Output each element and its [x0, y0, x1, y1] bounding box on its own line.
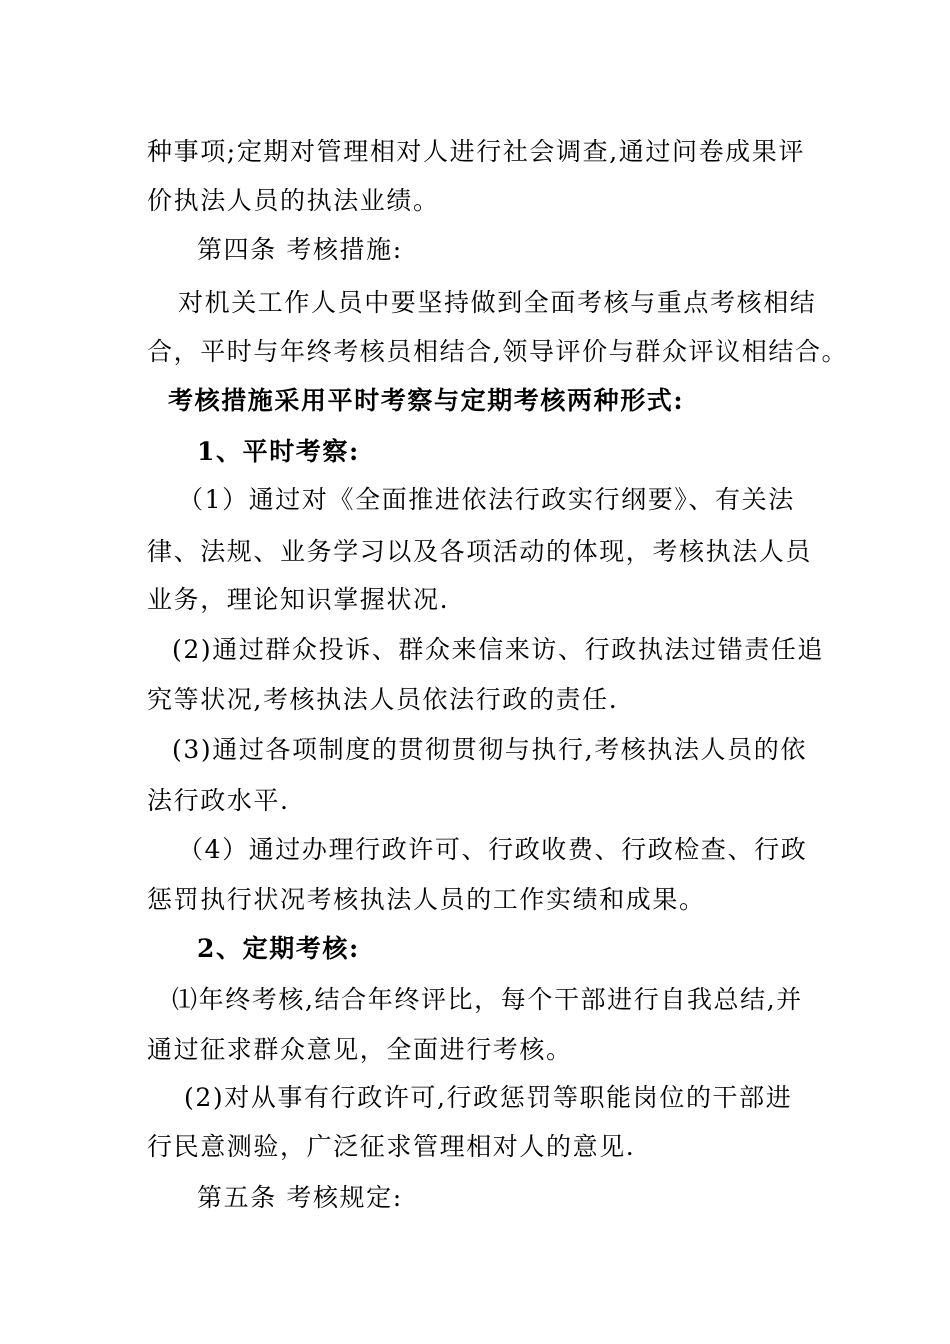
- section-heading: 第五条 考核规定:: [197, 1183, 403, 1212]
- text-line: 业务，理论知识掌握状况.: [147, 585, 450, 614]
- bold-heading: 考核措施采用平时考察与定期考核两种形式:: [168, 386, 685, 415]
- list-item: (3)通过各项制度的贯彻贯彻与执行,考核执法人员的依: [172, 735, 807, 764]
- text-line: 合，平时与年终考核员相结合,领导评价与群众评议相结合。: [147, 337, 849, 366]
- section-heading: 第四条 考核措施:: [197, 235, 403, 264]
- text-line: 行民意测验，广泛征求管理相对人的意见.: [147, 1132, 636, 1161]
- list-item: (2)通过群众投诉、群众来信来访、行政执法过错责任追: [172, 635, 825, 664]
- text-line: 法行政水平.: [147, 786, 290, 815]
- text-line: 惩罚执行状况考核执法人员的工作实绩和成果。: [147, 885, 706, 914]
- text-line: 种事项;定期对管理相对人进行社会调查,通过问卷成果评: [147, 137, 805, 166]
- subsection-heading: 2、定期考核:: [197, 934, 360, 963]
- text-line: 价执法人员的执法业绩。: [147, 186, 440, 215]
- subsection-heading: 1、平时考察:: [197, 437, 360, 466]
- text-line: 律、法规、业务学习以及各项活动的体现，考核执法人员: [147, 537, 813, 566]
- text-line: 究等状况,考核执法人员依法行政的责任.: [147, 685, 619, 714]
- text-line: 对机关工作人员中要坚持做到全面考核与重点考核相结: [178, 288, 817, 317]
- text-line: 通过征求群众意见，全面进行考核。: [147, 1035, 573, 1064]
- list-item: （4）通过办理行政许可、行政收费、行政检查、行政: [178, 835, 808, 864]
- list-item: （1）通过对《全面推进依法行政实行纲要》、有关法: [178, 485, 795, 514]
- list-item: ⑴年终考核,结合年终评比，每个干部进行自我总结,并: [172, 985, 803, 1014]
- list-item: (2)对从事有行政许可,行政惩罚等职能岗位的干部进: [184, 1083, 793, 1112]
